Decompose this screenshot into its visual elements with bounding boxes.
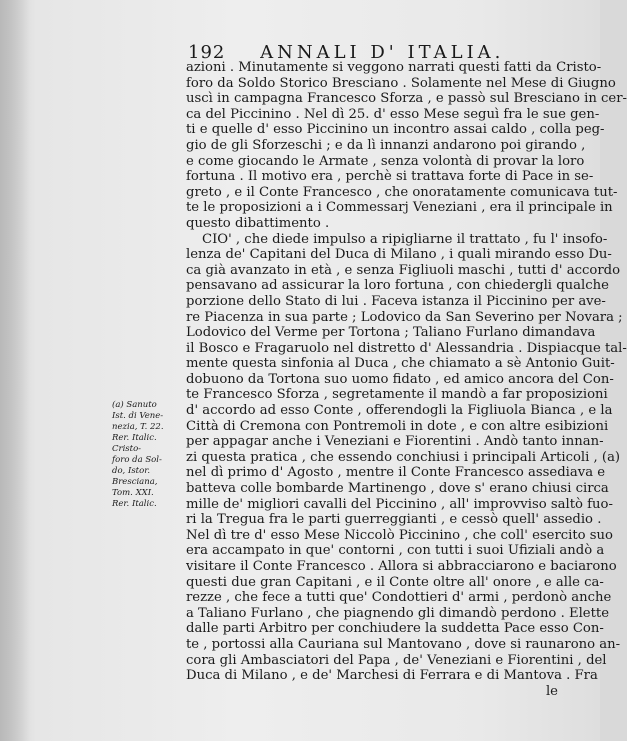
text-line: uscì in campagna Francesco Sforza , e passò sul Bresciano in cer-: [186, 91, 627, 107]
text-line: te , portossi alla Cauriana sul Mantovano , dove si raunarono an-: [186, 636, 621, 652]
text-line: mille de' migliori cavalli del Piccinino , all' improvviso saltò fuo-: [186, 496, 613, 512]
margin-notes: [112, 400, 182, 510]
margin-note-line: Ist. di Vene-: [112, 411, 164, 421]
text-line: visitare il Conte Francesco . Allora si abbracciarono e baciarono: [186, 559, 617, 574]
text-line: mente questa sinfonia al Duca , che chiamato a sè Antonio Guit-: [186, 356, 615, 372]
text-line: era accampato in que' contorni , con tutti i suoi Ufiziali andò a: [186, 543, 605, 559]
text-line: questi due gran Capitani , e il Conte oltre all' onore , e alle ca-: [186, 574, 604, 590]
text-line: cora gli Ambasciatori del Papa , de' Veneziani e Fiorentini , del: [186, 652, 607, 668]
text-line: zi questa pratica , che essendo conchiusi i principali Articoli , (a): [186, 449, 621, 465]
text-line: foro da Soldo Storico Bresciano . Solamente nel Mese di Giugno: [186, 75, 616, 91]
margin-note-line: foro da Sol-: [112, 455, 162, 465]
text-line: CIO' , che diede impulso a ripigliarne il trattato , fu l' insofo-: [202, 231, 608, 247]
catchword: le: [545, 683, 558, 699]
text-line: te Francesco Sforza , segretamente il mandò a far proposizioni: [186, 387, 608, 403]
text-line: Città di Cremona con Pontremoli in dote , e con altre esibizioni: [186, 418, 609, 434]
margin-note-line: Tom. XXI.: [112, 488, 154, 498]
margin-note-line: Bresciana,: [112, 477, 158, 487]
text-line: Nel dì tre d' esso Mese Niccolò Piccinino , che coll' esercito suo: [186, 527, 613, 543]
text-line: d' accordo ad esso Conte , offerendogli la Figliuola Bianca , e la: [186, 403, 613, 419]
text-line: azioni . Minutamente si veggono narrati questi fatti da Cristo-: [186, 60, 602, 75]
text-line: nel dì primo d' Agosto , mentre il Conte Francesco assediava e: [186, 465, 606, 481]
text-line: per appagar anche i Veneziani e Fiorentini . Andò tanto innan-: [186, 434, 604, 450]
page-number: 192: [188, 42, 226, 63]
text-line: Duca di Milano , e de' Marchesi di Ferrara e di Mantova . Fra: [186, 668, 598, 684]
text-line: dalle parti Arbitro per conchiudere la suddetta Pace esso Con-: [186, 621, 604, 637]
text-line: ca del Piccinino . Nel dì 25. d' esso Mese seguì fra le sue gen-: [186, 106, 600, 122]
margin-note-line: Rer. Italic.: [112, 433, 157, 443]
text-line: il Bosco e Fragaruolo nel distretto d' Alessandria . Dispiacque tal-: [186, 340, 627, 356]
text-line: greto , e il Conte Francesco , che onoratamente comunicava tut-: [186, 184, 618, 200]
margin-note-line: do, Istor.: [112, 466, 151, 476]
text-line: ri la Tregua fra le parti guerreggianti , e cessò quell' assedio .: [186, 512, 602, 528]
text-line: Lodovico del Verme per Tortona ; Taliano Furlano dimandava: [186, 325, 596, 341]
text-line: pensavano ad assicurar la loro fortuna , con chiedergli qualche: [186, 278, 609, 294]
text-line: te le proposizioni a i Commessarj Veneziani , era il principale in: [186, 200, 613, 216]
text-line: fortuna . Il motivo era , perchè si trattava forte di Pace in se-: [186, 169, 594, 185]
text-line: lenza de' Capitani del Duca di Milano , i quali mirando esso Du-: [186, 247, 612, 263]
text-line: re Piacenza in sua parte ; Lodovico da San Severino per Novara ;: [186, 309, 623, 325]
text-line: a Taliano Furlano , che piagnendo gli dimandò perdono . Elette: [186, 605, 610, 621]
margin-note-line: Rer. Italic.: [112, 499, 157, 509]
text-line: porzione dello Stato di lui . Faceva istanza il Piccinino per ave-: [186, 293, 606, 309]
gutter-shadow: [0, 0, 30, 741]
text-line: ti e quelle d' esso Piccinino un incontro assai caldo , colla peg-: [186, 122, 605, 138]
text-line: gio de gli Sforzeschi ; e da lì innanzi andarono poi girando ,: [186, 137, 586, 153]
margin-note-line: nezia, T. 22.: [112, 422, 164, 432]
body-text: [186, 60, 627, 699]
margin-note-line: Cristo-: [112, 444, 142, 454]
text-line: batteva colle bombarde Martinengo , dove s' erano chiusi circa: [186, 481, 609, 497]
text-line: ca già avanzato in età , e senza Figliuoli maschi , tutti d' accordo: [186, 262, 621, 278]
text-line: rezze , che fece a tutti que' Condottieri d' armi , perdonò anche: [186, 590, 612, 606]
text-line: questo dibattimento .: [186, 215, 330, 231]
margin-note-line: (a) Sanuto: [112, 400, 157, 410]
text-line: e come giocando le Armate , senza volontà di provar la loro: [186, 153, 585, 169]
text-line: dobuono da Tortona suo uomo fidato , ed amico ancora del Con-: [186, 371, 614, 387]
running-title: ANNALI D' ITALIA.: [260, 42, 505, 63]
